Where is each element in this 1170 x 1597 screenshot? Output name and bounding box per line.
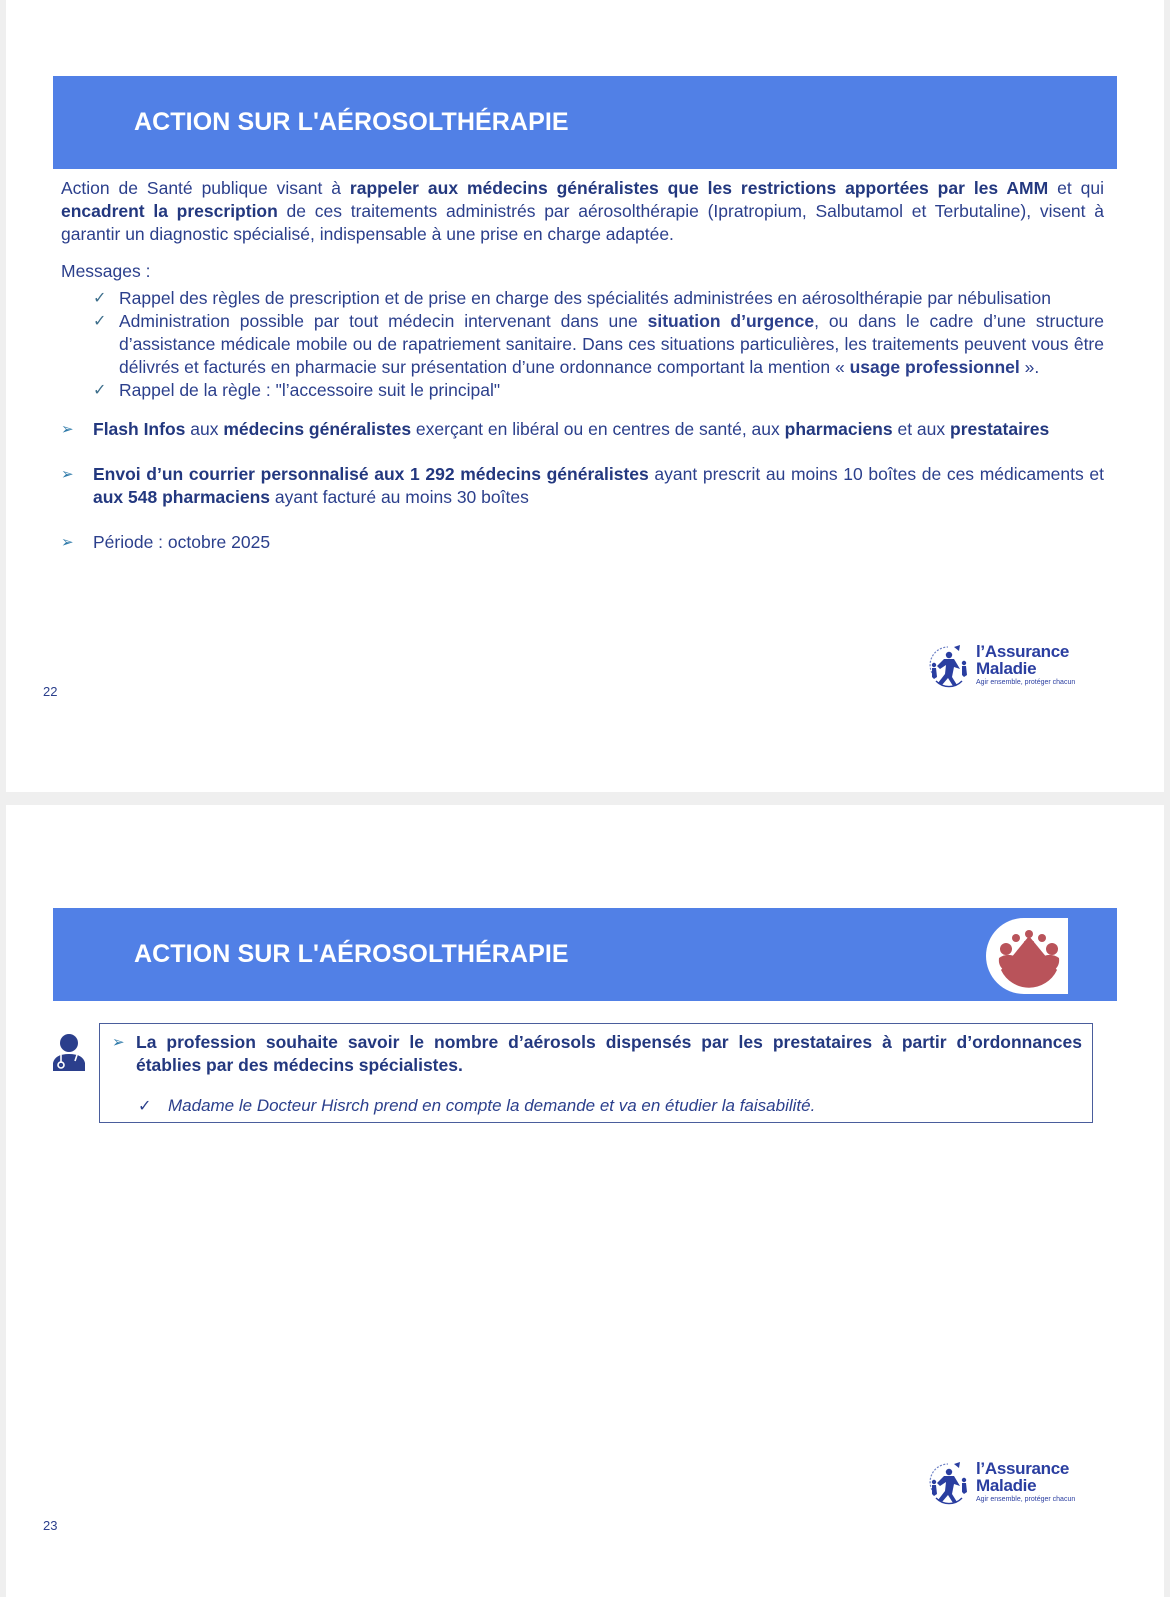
arrow-bullet-icon: ➢ [112,1034,125,1051]
check-icon: ✓ [93,382,107,399]
question-text: La profession souhaite savoir le nombre d’aérosols dispensés par les prestataires à partir d’ordonnances établies par des médecins spécialistes. [136,1032,1082,1075]
intro-bold: encadrent la prescription [61,201,278,221]
action-bold: pharmaciens [784,419,893,439]
action-item [61,531,1104,554]
check-icon: ✓ [138,1098,152,1115]
intro-text: et qui [1048,178,1104,198]
runners-logo-icon [924,641,974,691]
logo-tagline: Agir ensemble, protéger chacun [976,1496,1076,1503]
arrow-bullet-icon: ➢ [61,534,74,551]
page-number: 22 [43,684,58,699]
action-bold: Flash Infos [93,419,186,439]
message-text: Rappel de la règle : "l’accessoire suit le principal" [119,380,501,400]
action-bold: Envoi d’un courrier personnalisé aux 1 292 médecins généralistes [93,464,649,484]
action-text: aux [185,419,224,439]
slide-title: ACTION SUR L'AÉROSOLTHÉRAPIE [134,108,569,136]
action-text: ayant prescrit au moins 10 boîtes de ces médicaments et [648,464,1104,484]
assurance-maladie-logo [924,641,1094,693]
question [112,1031,1082,1077]
question-box [99,1023,1093,1123]
action-text: exerçant en libéral ou en centres de santé, aux [411,419,785,439]
action-text: ayant facturé au moins 30 boîtes [270,487,529,507]
doctor-icon [51,1033,87,1071]
slide-23 [6,805,1164,1597]
intro-text: de ces traitements administrés par aérosolthérapie (Ipratropium, Salbutamol et Terbutaline), visent à garantir un diagnostic spécialisé, indispensable à une prise en charge adaptée. [61,201,1104,244]
action-text: et aux [892,419,951,439]
page-number: 23 [43,1518,58,1533]
runners-logo-icon [924,1458,974,1508]
assurance-maladie-logo [924,1458,1094,1510]
message-item [61,287,1104,310]
arrow-bullet-icon: ➢ [61,421,74,438]
intro-paragraph [61,177,1104,246]
action-item [61,418,1104,441]
meeting-table-icon [984,908,1070,1001]
answer-text: Madame le Docteur Hisrch prend en compte la demande et va en étudier la faisabilité. [168,1096,816,1115]
slide-header [53,76,1117,169]
logo-line2: Maladie [976,1476,1037,1495]
message-text: Rappel des règles de prescription et de prise en charge des spécialités administrées en aérosolthérapie par nébulisation [119,288,1051,308]
check-icon: ✓ [93,313,107,330]
message-text: , ou dans le cadre d’une structure d’assistance médicale mobile ou de rapatriement sanitaire. Dans ces situations particulières, les traitements peuvent vous être délivrés et facturés en pharmacie sur présentation d’une ordonnance comportant la mention « [119,311,1105,377]
actions-list [61,418,1104,554]
messages-list [61,287,1104,402]
messages-label: Messages : [61,261,151,281]
message-bold: situation d’urgence [647,311,815,331]
message-text: ». [1019,357,1040,377]
logo-line1: l’Assurance [976,642,1070,661]
message-item [61,379,1104,402]
logo-line1: l’Assurance [976,1459,1070,1478]
logo-line2: Maladie [976,659,1037,678]
intro-text: Action de Santé publique visant à [61,178,350,198]
action-bold: prestataires [950,419,1050,439]
message-item [61,310,1104,379]
logo-tagline: Agir ensemble, protéger chacun [976,679,1076,686]
intro-bold: rappeler aux médecins généralistes que les restrictions apportées par les AMM [349,178,1049,198]
slide-body [61,177,1104,554]
period-text: Période : octobre 2025 [93,532,271,552]
answer [138,1096,816,1116]
check-icon: ✓ [93,290,107,307]
arrow-bullet-icon: ➢ [61,466,74,483]
slide-header [53,908,1117,1001]
slide-title: ACTION SUR L'AÉROSOLTHÉRAPIE [134,940,569,968]
action-bold: médecins généralistes [223,419,412,439]
message-text: Administration possible par tout médecin intervenant dans une [119,311,648,331]
message-bold: usage professionnel [849,357,1020,377]
slide-22 [6,0,1164,792]
action-bold: aux 548 pharmaciens [93,487,271,507]
action-item [61,463,1104,509]
